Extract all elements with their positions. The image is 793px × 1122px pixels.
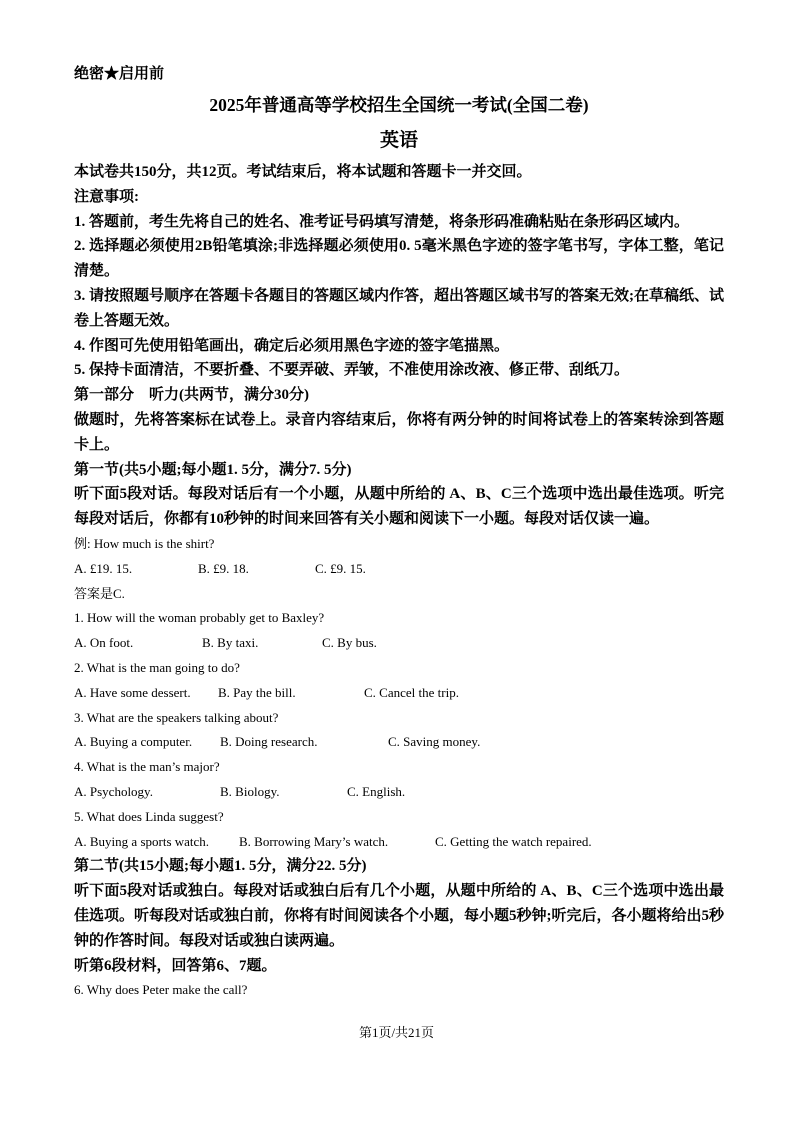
note-item-5: 5. 保持卡面清洁，不要折叠、不要弄破、弄皱，不准使用涂改液、修正带、刮纸刀。 — [74, 362, 630, 379]
option-b: B. Doing research. — [220, 734, 318, 750]
option-a: A. Have some dessert. — [74, 684, 191, 700]
page-number: 第1页/共21页 — [358, 1025, 435, 1040]
option-c: C. By bus. — [322, 635, 377, 651]
question-2: 2. What is the man going to do? — [74, 659, 240, 675]
section1-instruction: 听下面5段对话。每段对话后有一个小题，从题中所给的 A、B、C三个选项中选出最佳选项。听完每段对话后，你都有10秒钟的时间来回答有关小题和阅读下一小题。每段对话仅读一遍。 — [74, 486, 724, 528]
question-1-options — [74, 631, 724, 656]
option-b: B. Pay the bill. — [218, 684, 296, 700]
question-4: 4. What is the man’s major? — [74, 759, 220, 775]
option-a: A. On foot. — [74, 635, 134, 651]
exam-title: 2025年普通高等学校招生全国统一考试(全国二卷) — [209, 95, 589, 115]
note-item-1: 1. 答题前，考生先将自己的姓名、准考证号码填写清楚，将条形码准确粘贴在条形码区域内。 — [74, 213, 690, 230]
option-c: C. English. — [347, 783, 406, 799]
section1-heading: 第一节(共5小题;每小题1. 5分，满分7. 5分) — [74, 461, 352, 478]
option-a: A. Buying a sports watch. — [74, 833, 210, 849]
question-3-options — [74, 730, 724, 755]
question-2-options — [74, 681, 724, 706]
option-b: B. Borrowing Mary’s watch. — [239, 833, 389, 849]
note-item-3: 3. 请按照题号顺序在答题卡各题目的答题区域内作答，超出答题区域书写的答案无效;在草稿纸、试卷上答题无效。 — [74, 287, 724, 329]
example-options — [74, 557, 724, 582]
example-question: 例: How much is the shirt? — [74, 535, 215, 551]
option-a: A. Buying a computer. — [74, 734, 193, 750]
question-4-options — [74, 780, 724, 805]
section2-heading: 第二节(共15小题;每小题1. 5分，满分22. 5分) — [74, 858, 367, 875]
note-item-2: 2. 选择题必须使用2B铅笔填涂;非选择题必须使用0. 5毫米黑色字迹的签字笔书写，字体工整，笔记清楚。 — [74, 238, 724, 280]
question-5: 5. What does Linda suggest? — [74, 808, 224, 824]
secret-label: 绝密★启用前 — [74, 66, 165, 82]
option-a: A. Psychology. — [74, 783, 153, 799]
question-1: 1. How will the woman probably get to Baxley? — [74, 610, 325, 626]
notes-heading: 注意事项: — [74, 188, 139, 205]
option-c: C. Cancel the trip. — [364, 684, 459, 700]
material-heading: 听第6段材料，回答第6、7题。 — [74, 957, 277, 974]
part1-heading: 第一部分 听力(共两节，满分30分) — [74, 387, 309, 404]
option-b: B. Biology. — [220, 783, 280, 799]
option-c: C. £9. 15. — [315, 560, 366, 576]
option-a: A. £19. 15. — [74, 560, 133, 576]
intro-text: 本试卷共150分，共12页。考试结束后，将本试题和答题卡一并交回。 — [74, 164, 532, 180]
subject-title: 英语 — [379, 130, 418, 151]
option-b: B. By taxi. — [202, 635, 259, 651]
section2-instruction: 听下面5段对话或独白。每段对话或独白后有几个小题，从题中所给的 A、B、C三个选项中选出最佳选项。听每段对话或独白前，你将有时间阅读各个小题，每小题5秒钟;听完后，各小题将给出5秒钟的作答时间。每段对话或独白读两遍。 — [74, 883, 724, 949]
question-6: 6. Why does Peter make the call? — [74, 982, 248, 998]
part1-instruction: 做题时，先将答案标在试卷上。录音内容结束后，你将有两分钟的时间将试卷上的答案转涂到答题卡上。 — [74, 411, 724, 453]
exam-page — [74, 62, 724, 1003]
example-answer: 答案是C. — [74, 585, 125, 601]
question-3: 3. What are the speakers talking about? — [74, 709, 279, 725]
option-b: B. £9. 18. — [198, 560, 249, 576]
note-item-4: 4. 作图可先使用铅笔画出，确定后必须用黑色字迹的签字笔描黑。 — [74, 337, 510, 354]
question-5-options — [74, 830, 724, 855]
option-c: C. Getting the watch repaired. — [435, 833, 592, 849]
option-c: C. Saving money. — [388, 734, 481, 750]
